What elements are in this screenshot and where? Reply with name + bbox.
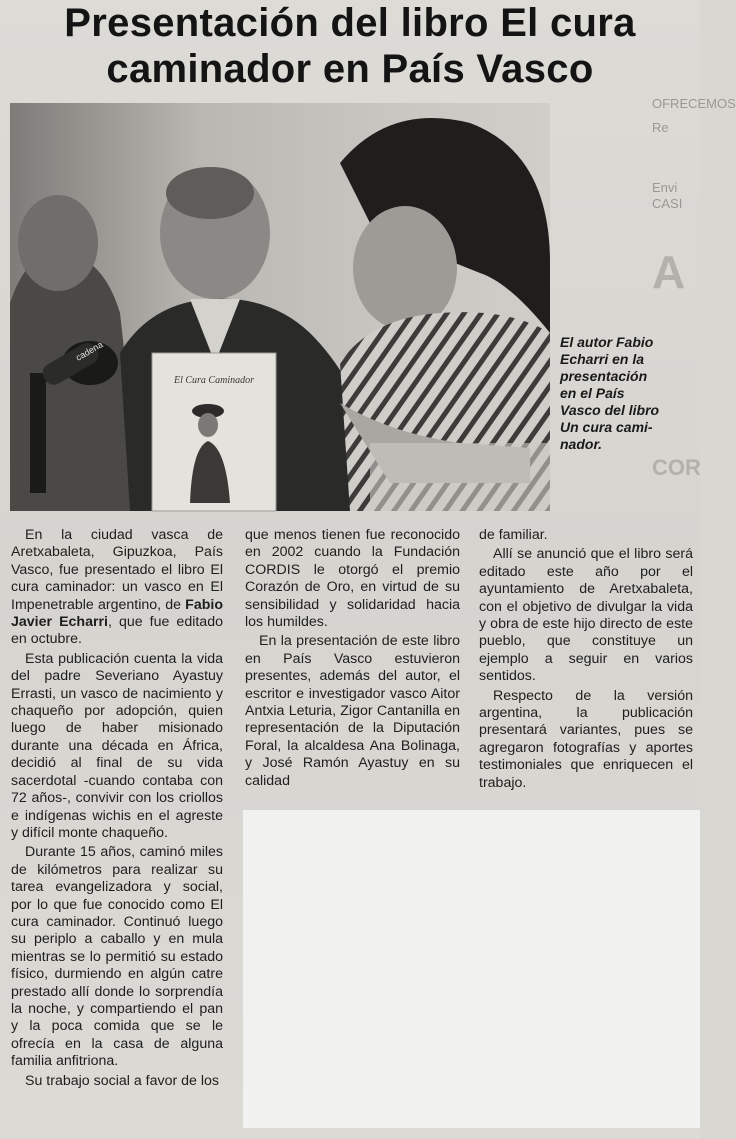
caption-line: El autor Fabio: [560, 334, 654, 350]
paragraph: Esta publicación cuenta la vida del padre Severiano Ayastuy Errasti, un vasco de nacimiento y chaqueño por adopción, quien luego de haber misionado durante una década en África, decidió al final de su vida sacerdotal -cuando contaba con 72 años-, convivir con los criollos e indígenas wichis en el agreste y difícil monte chaqueño.: [11, 650, 223, 841]
headline-line-1: Presentación del libro El cura: [64, 1, 636, 45]
photo-caption: [560, 334, 690, 453]
microphone-label: cadena: [74, 339, 105, 363]
paragraph: Su trabajo social a favor de los: [25, 1072, 220, 1089]
caption-line: presentación: [560, 368, 648, 384]
headline-line-2: caminador en País Vasco: [106, 47, 594, 91]
paragraph: Durante 15 años, caminó miles de kilómetros para realizar su tarea evangelizadora y social, por lo que fue conocido como El cura caminador. Continuó luego su periplo a caballo y en mula mientras se lo permitió su estado físico, durmiendo en algún catre prestado allí donde lo sorprendía la noche, y compartiendo el pan y la poca comida que se le ofrecía en la casa de alguna familia anfitriona.: [11, 844, 223, 1070]
book-cover-title: El Cura Caminador: [173, 375, 255, 386]
blank-area: [243, 810, 700, 1128]
paragraph-text: En la ciudad vasca de Aretxabaleta, Gipuzkoa, País Vasco, fue presentado el libro El cura caminador: un vasco en El Impenetrable argentino, de: [11, 527, 223, 613]
paragraph: En la presentación de este libro en País Vasco estuvieron presentes, además del autor, el escritor e investigador vasco Aitor Antxia Leturia, Zigor Cantanilla en representación de la Diputación Foral, la alcaldesa Ana Bolinaga, y José Ramón Ayastuy en su calidad: [245, 633, 460, 789]
paragraph: de familiar.: [479, 527, 548, 543]
paragraph: Allí se anunció que el libro será editado este año por el ayuntamiento de Aretxabaleta, con el objetivo de divulgar la vida y obra de este hijo directo de este pueblo, que constituye un ejemplo a seguir en varios sentidos.: [479, 546, 693, 685]
paragraph: [11, 527, 223, 649]
caption-line: nador.: [560, 436, 603, 452]
caption-line: Echarri en la: [560, 351, 645, 367]
paragraph-text: , que fue editado en octubre.: [11, 614, 223, 648]
article-photo: [10, 103, 550, 511]
paragraph: que menos tienen fue reconocido en 2002 cuando la Fundación CORDIS le otorgó el premio Corazón de Oro, en virtud de su sensibilidad y solidaridad hacia los humildes.: [245, 527, 460, 631]
headline: [0, 0, 700, 100]
caption-line: Un cura cami-: [560, 419, 653, 435]
article-column-1: [11, 527, 223, 1092]
caption-line: en el País: [560, 385, 625, 401]
paragraph: Respecto de la versión argentina, la publicación presentará variantes, pues se agregaron fotografías y aportes testimoniales que enriquecen el trabajo.: [479, 687, 693, 791]
article-column-3: [479, 527, 693, 794]
author-name: Fabio Javier Echarri: [11, 596, 223, 631]
adjacent-page-bleed: OFRECEMOS Re Envi CASI A COR: [652, 96, 736, 480]
article-column-2: [245, 527, 460, 792]
caption-line: Vasco del libro: [560, 402, 660, 418]
